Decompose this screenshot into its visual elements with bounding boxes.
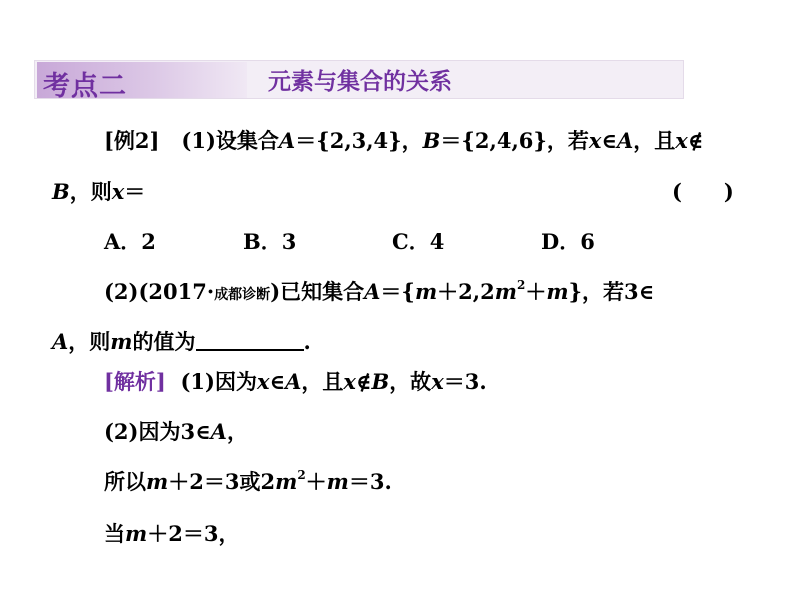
section-tag-label: 考点二 <box>43 71 127 102</box>
example-label: [例2] <box>104 128 160 153</box>
solution-line1: [解析] (1)因为x∈A，且x∉B，故x＝3. <box>104 369 487 394</box>
option-b: B．3 <box>243 229 297 254</box>
option-a: A．2 <box>104 229 156 254</box>
solution-line4: 当m＋2＝3， <box>104 521 240 546</box>
example-q2-line2: A，则m的值为 . <box>52 329 311 354</box>
answer-paren: ( ) <box>672 179 734 204</box>
section-tag <box>37 62 247 102</box>
example-q1-line1: [例2] (1)设集合A＝{2,3,4}，B＝{2,4,6}，若x∈A，且x∉ <box>104 128 704 153</box>
solution-line2: (2)因为3∈A， <box>104 419 248 444</box>
example-q2-line1: (2)(2017·成都诊断)已知集合$A=\{m+2,2m^2+m\}$，若3∈ <box>104 278 655 304</box>
option-c: C．4 <box>392 229 445 254</box>
source-label: 成都诊断 <box>214 287 271 303</box>
solution-line3: 所以m＋2＝3或$2m^2+m=3$. <box>104 468 392 494</box>
solution-label: [解析] <box>104 369 166 394</box>
answer-blank[interactable] <box>196 331 304 351</box>
option-d: D．6 <box>541 229 595 254</box>
example-q1-line2: B，则x＝ <box>52 179 146 204</box>
section-title: 元素与集合的关系 <box>268 69 452 95</box>
